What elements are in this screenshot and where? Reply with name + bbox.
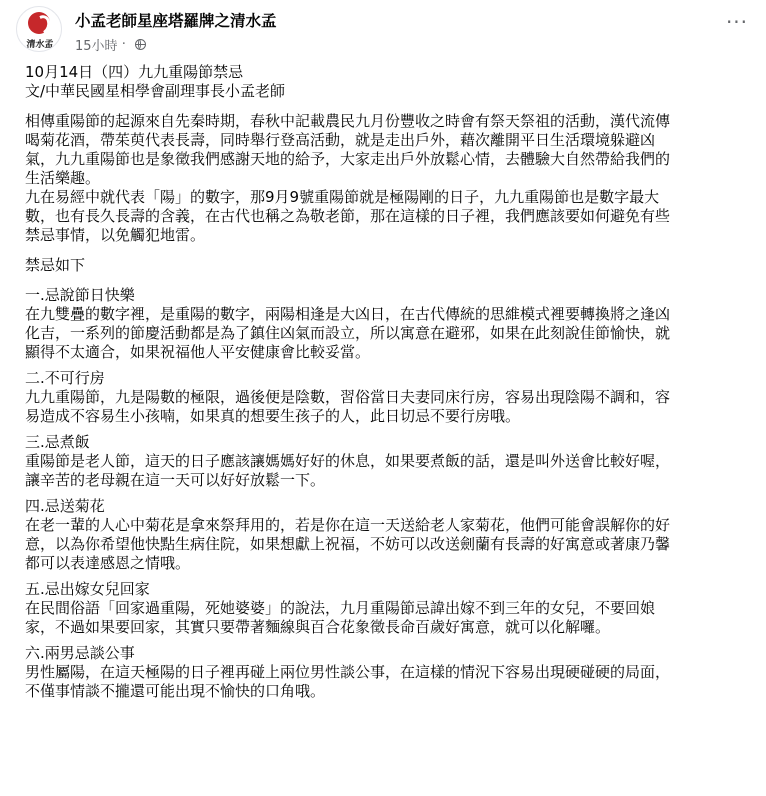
section-line: 在九雙疊的數字裡，是重陽的數字，兩陽相逢是大凶日，在古代傳統的思維模式裡要轉換將之逢凶 [25, 305, 671, 323]
post-content [25, 63, 753, 701]
section-line: 易造成不容易生小孩喃，如果真的想要生孩子的人，此日切忌不要行房哦。 [25, 407, 521, 425]
section-line: 家，不過如果要回家，其實只要帶著麵線與百合花象徵長命百歲好寓意，就可以化解囉。 [25, 618, 611, 636]
post-timestamp[interactable]: 15小時 [75, 39, 118, 54]
section-line: 顯得不太適合，如果祝福他人平安健康會比較妥當。 [25, 343, 371, 361]
section-line: 讓辛苦的老母親在這一天可以好好放鬆一下。 [25, 471, 326, 489]
section-line: 不僅事情談不攏還可能出現不愉快的口角哦。 [25, 682, 326, 700]
section-heading: 四.忌送菊花 [25, 497, 105, 515]
avatar-logo-text: 清水孟 [26, 40, 54, 50]
section-line: 化吉，一系列的節慶活動都是為了鎮住凶氣而設立，所以寓意在避邪，如果在此刻說佳節愉快，就 [25, 324, 671, 342]
intro-line: 生活樂趣。 [25, 169, 101, 187]
post-author: 文/中華民國星相學會副理事長小孟老師 [25, 82, 286, 100]
taboo-heading: 禁忌如下 [25, 256, 86, 274]
intro-line: 氣，九九重陽節也是象徵我們感謝天地的給予，大家走出戶外放鬆心情，去體驗大自然帶給我們的 [25, 150, 671, 168]
section-heading: 二.不可行房 [25, 369, 105, 387]
section-line: 都可以表達感恩之情哦。 [25, 554, 191, 572]
intro-line: 禁忌事情，以免觸犯地雷。 [25, 226, 206, 244]
section-line: 在民間俗語「回家過重陽，死她婆婆」的說法，九月重陽節忌諱出嫁不到三年的女兒，不要回娘 [25, 599, 656, 617]
intro-paragraph [25, 112, 753, 245]
page-name-link[interactable]: 小孟老師星座塔羅牌之清水孟 [75, 12, 277, 30]
taboo-section [25, 433, 753, 490]
section-heading: 五.忌出嫁女兒回家 [25, 580, 150, 598]
taboo-section [25, 286, 753, 362]
intro-line: 九在易經中就代表「陽」的數字，那9月9號重陽節就是極陽剛的日子，九九重陽節也是數字最大 [25, 188, 660, 206]
section-line: 在老一輩的人心中菊花是拿來祭拜用的，若是你在這一天送給老人家菊花，他們可能會誤解你的好 [25, 516, 671, 534]
section-line: 意，以為你希望他快點生病住院，如果想獻上祝福，不妨可以改送劍蘭有長壽的好寓意或著康乃馨 [25, 535, 671, 553]
taboo-sections [25, 286, 753, 701]
logo-icon [28, 12, 50, 34]
taboo-section [25, 497, 753, 573]
intro-line: 喝菊花酒，帶茱萸代表長壽，同時舉行登高活動，就是走出戶外，藉次離開平日生活環境躲避凶 [25, 131, 656, 149]
section-line: 九九重陽節，九是陽數的極限，過後便是陰數，習俗當日夫妻同床行房，容易出現陰陽不調和，容 [25, 388, 671, 406]
intro-line: 相傳重陽節的起源來自先秦時期，春秋中記載農民九月份豐收之時會有祭天祭祖的活動，漢代流傳 [25, 112, 671, 130]
section-heading: 三.忌煮飯 [25, 433, 90, 451]
meta-separator: · [121, 37, 126, 52]
more-options-button[interactable]: ··· [725, 10, 749, 34]
section-line: 重陽節是老人節，這天的日子應該讓媽媽好好的休息，如果要煮飯的話，還是叫外送會比較好喔， [25, 452, 671, 470]
post-title: 10月14日（四）九九重陽節禁忌 [25, 63, 244, 81]
taboo-section [25, 580, 753, 637]
post-meta [75, 35, 146, 54]
taboo-section [25, 369, 753, 426]
intro-line: 數，也有長久長壽的含義，在古代也稱之為敬老節，那在這樣的日子裡，我們應該要如何避免有些 [25, 207, 671, 225]
page-avatar[interactable] [16, 6, 62, 52]
globe-icon [135, 39, 146, 50]
taboo-section [25, 644, 753, 701]
section-heading: 六.兩男忌談公事 [25, 644, 135, 662]
section-heading: 一.忌說節日快樂 [25, 286, 135, 304]
section-line: 男性屬陽，在這天極陽的日子裡再碰上兩位男性談公事，在這樣的情況下容易出現硬碰硬的局面， [25, 663, 671, 681]
post-header [16, 6, 756, 56]
